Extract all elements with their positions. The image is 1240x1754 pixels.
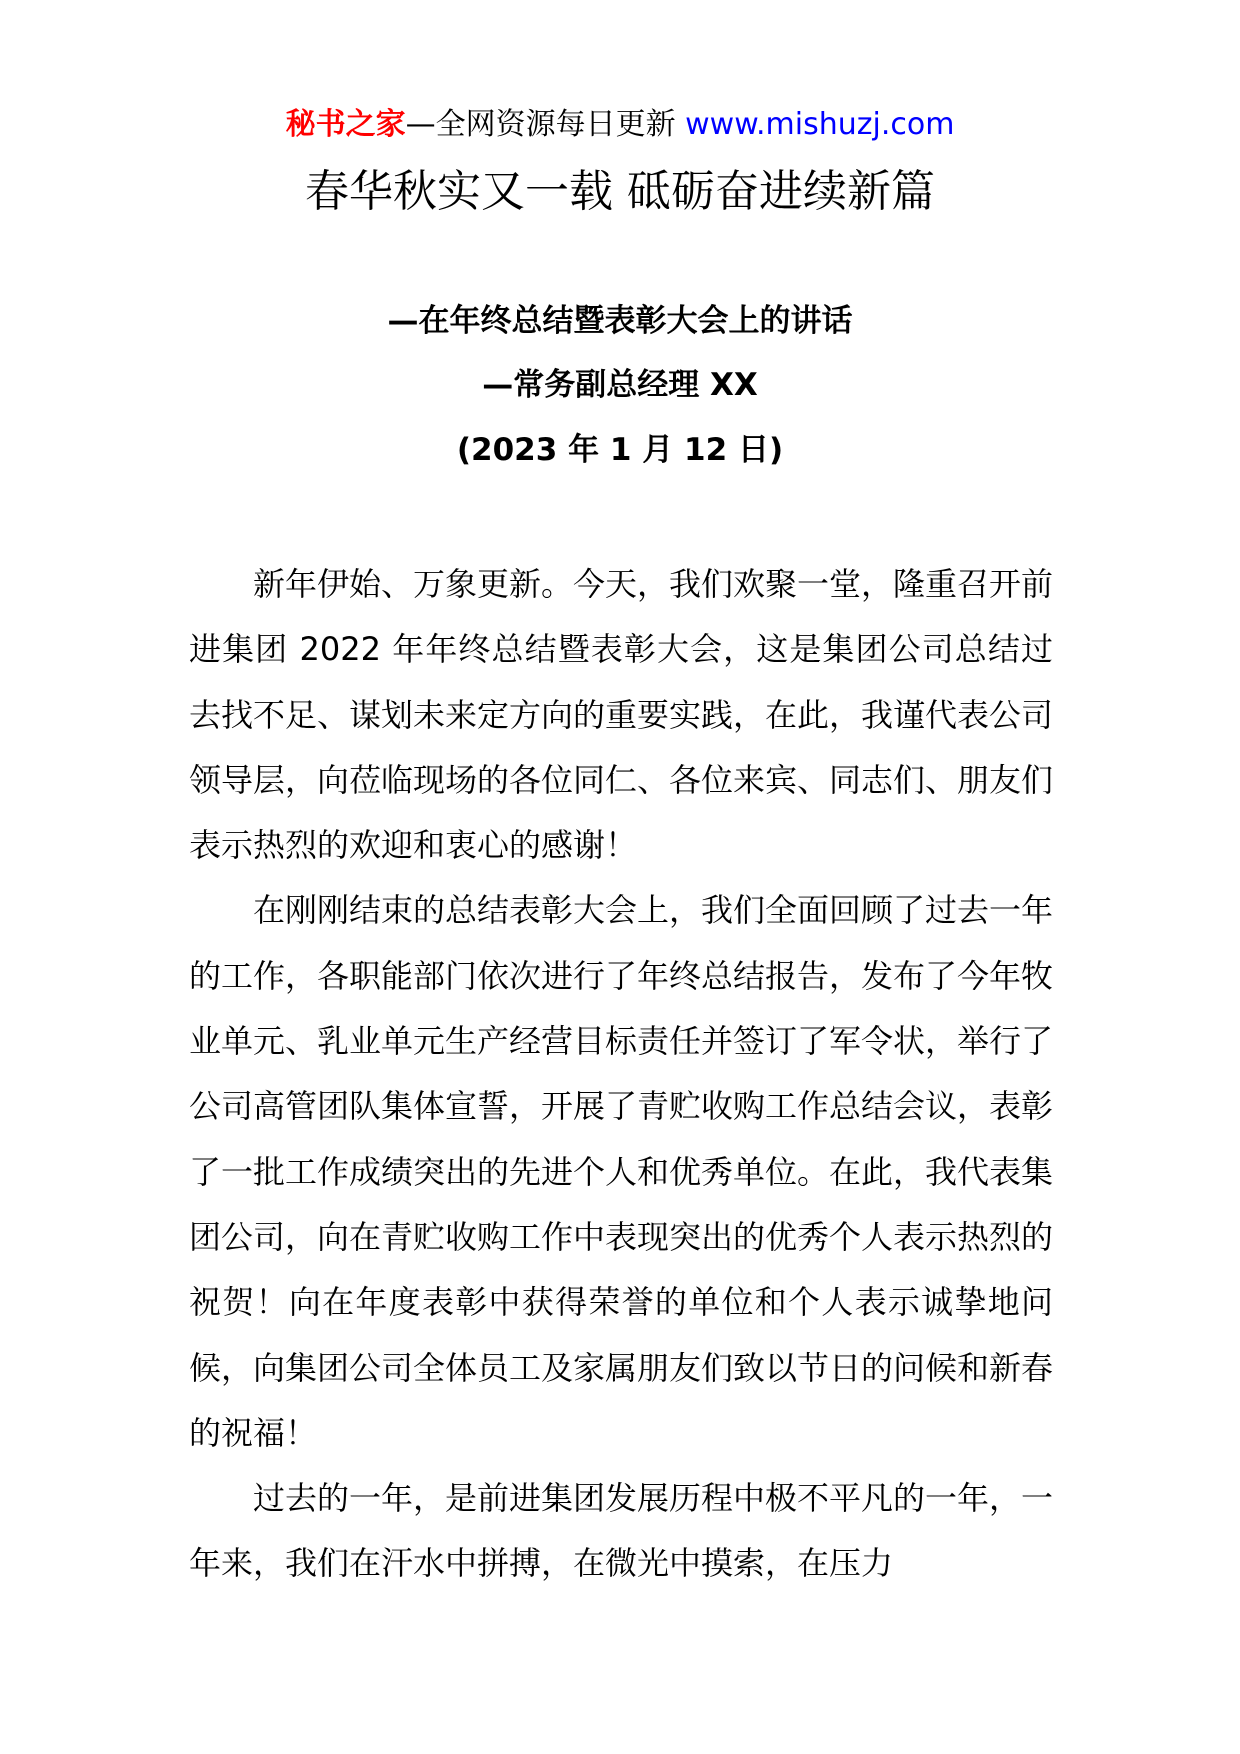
- watermark-text: —全网资源每日更新: [405, 107, 676, 142]
- subtitle-occasion: —在年终总结暨表彰大会上的讲话: [387, 303, 853, 339]
- paragraph: 过去的一年，是前进集团发展历程中极不平凡的一年，一年来，我们在汗水中拼搏，在微光中摸索，在压力: [189, 1479, 1054, 1583]
- speech-body: [189, 552, 1053, 1597]
- document-title: 春华秋实又一载 砥砺奋进续新篇: [305, 166, 935, 217]
- subtitle-speaker: —常务副总经理 XX: [482, 367, 758, 403]
- watermark-brand: 秘书之家: [285, 107, 406, 142]
- site-watermark: [0, 100, 1240, 150]
- watermark-url[interactable]: www.mishuzj.com: [685, 107, 955, 142]
- paragraph: 在刚刚结束的总结表彰大会上，我们全面回顾了过去一年的工作，各职能部门依次进行了年终总结报告，发布了今年牧业单元、乳业单元生产经营目标责任并签订了军令状，举行了公司高管团队集体宣誓，开展了青贮收购工作总结会议，表彰了一批工作成绩突出的先进个人和优秀单位。在此，我代表集团公司，向在青贮收购工作中表现突出的优秀个人表示热烈的祝贺！向在年度表彰中获得荣誉的单位和个人表示诚挚地问候，向集团公司全体员工及家属朋友们致以节日的问候和新春的祝福！: [189, 891, 1054, 1452]
- subtitle-date: (2023 年 1 月 12 日): [456, 432, 784, 468]
- paragraph: 新年伊始、万象更新。今天，我们欢聚一堂，隆重召开前进集团 2022 年年终总结暨表彰大会，这是集团公司总结过去找不足、谋划未来定方向的重要实践，在此，我谨代表公司领导层，向莅临现场的各位同仁、各位来宾、同志们、朋友们表示热烈的欢迎和衷心的感谢！: [189, 565, 1054, 865]
